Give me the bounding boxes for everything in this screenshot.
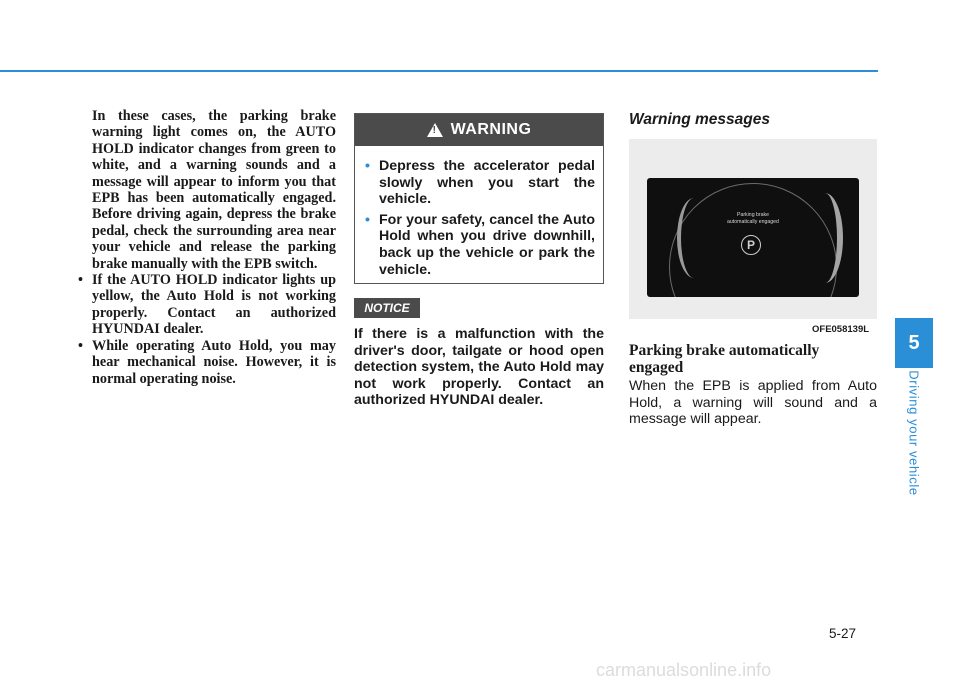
parking-brake-icon: P — [741, 235, 761, 255]
chapter-tab: 5 — [895, 318, 933, 368]
body-text: When the EPB is applied from Auto Hold, a warning will sound and a message will appear. — [629, 378, 877, 428]
warning-triangle-icon: ! — [427, 123, 443, 137]
list-item: • If the AUTO HOLD indicator lights up yellow, the Auto Hold is not working properly. Contact an authorized HYUNDAI dealer. — [78, 272, 336, 338]
cluster-figure — [629, 139, 877, 319]
list-item: • Depress the accelerator pedal slowly when you start the vehicle. — [365, 158, 595, 208]
warning-box — [354, 113, 604, 284]
warning-list — [355, 158, 603, 278]
warning-title: WARNING — [450, 121, 532, 138]
figure-code: OFE058139L — [812, 324, 870, 335]
chapter-label: Driving your vehicle — [906, 370, 922, 496]
watermark: carmanualsonline.info — [596, 660, 772, 680]
intro-paragraph: In these cases, the parking brake warning light comes on, the AUTO HOLD indicator changes from green to white, and a warning sounds and a message will appear to inform you that EPB has been automatically engaged. Before driving again, depress the brake pedal, check the surrounding area near your vehicle and release the parking brake manually with the EPB switch. — [92, 108, 336, 272]
warning-header — [355, 114, 603, 146]
gauge-arc-left — [677, 198, 711, 278]
page-number: 5-27 — [829, 626, 857, 641]
cluster-message-line1: Parking brake — [736, 212, 769, 218]
instrument-cluster-image — [647, 178, 859, 297]
column-1 — [78, 108, 336, 387]
notice-badge: NOTICE — [354, 298, 420, 318]
bullet-icon: • — [365, 158, 370, 174]
bullet-list — [78, 272, 336, 387]
bullet-icon: • — [365, 211, 370, 228]
section-title: Warning messages — [629, 111, 770, 128]
subsection-title: Parking brake automatically engaged — [629, 342, 820, 376]
top-rule — [0, 70, 878, 72]
list-item: • For your safety, cancel the Auto Hold when you drive downhill, back up the vehicle or park the vehicle. — [365, 211, 595, 278]
cluster-message-line2: automatically engaged — [727, 219, 779, 225]
notice-text: If there is a malfunction with the driver's door, tailgate or hood open detection system, the Auto Hold may not work properly. Contact an authorized HYUNDAI dealer. — [354, 326, 604, 409]
list-item: • While operating Auto Hold, you may hear mechanical noise. However, it is normal operating noise. — [78, 338, 336, 387]
gauge-arc-right — [807, 193, 843, 283]
